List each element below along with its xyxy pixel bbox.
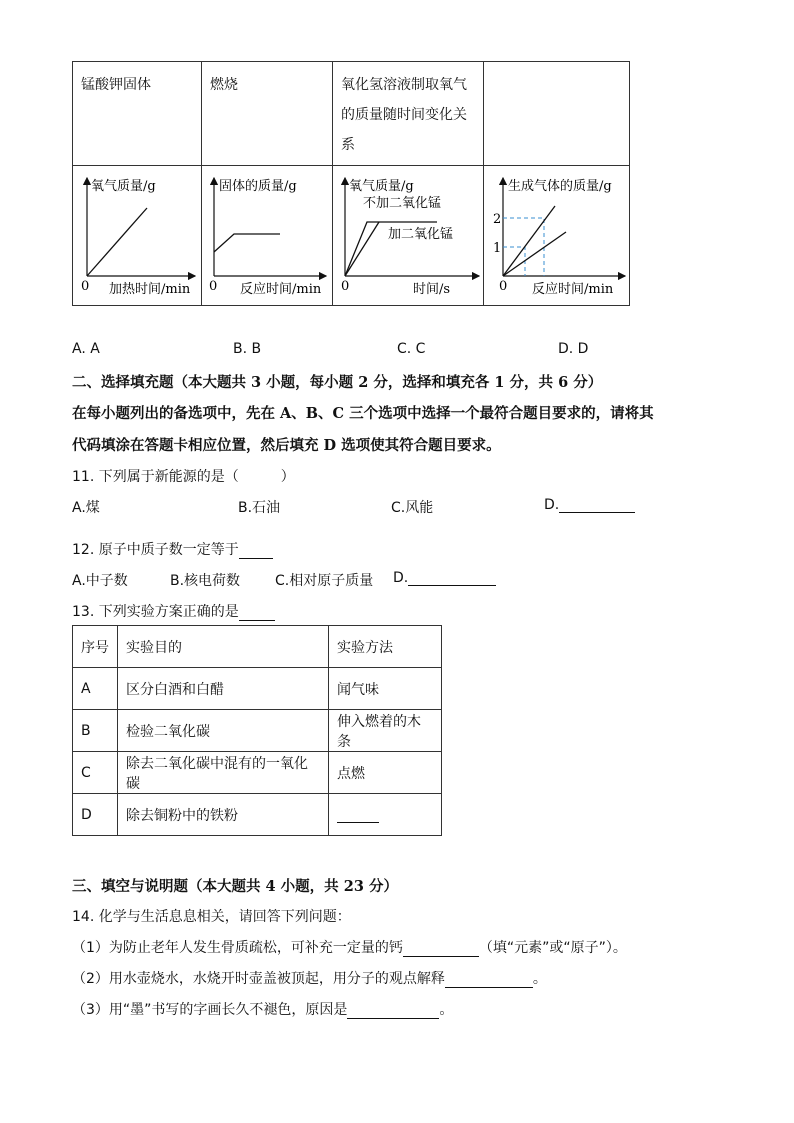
graph-a-xlabel: 加热时间/min [109,282,191,297]
graph-d-tick-2: 2 [493,212,502,227]
q13-row-b-purpose: 检验二氧化碳 [118,710,329,752]
graph-d-origin: 0 [499,279,508,294]
q10-cell-3-line2: 的质量随时间变化关 [341,107,467,123]
q13-row-d-no: D [73,794,118,836]
q12-stem-row [72,539,273,559]
q10-cell-4 [484,62,630,166]
graph-a-origin: 0 [81,279,90,294]
q13-row-a-no: A [73,668,118,710]
q14-part1-text: （1）为防止老年人发生骨质疏松，可补充一定量的钙 [72,940,403,956]
section2-instruction-line1: 在每小题列出的备选项中，先在 A、B、C 三个选项中选择一个最符合题目要求的，请将其 [72,405,654,422]
q13-blank-d[interactable] [337,808,379,823]
graph-b-origin: 0 [209,279,218,294]
q13-row-a-purpose: 区分白酒和白醋 [118,668,329,710]
q12-blank-d[interactable] [408,571,496,586]
q13-row-c-purpose: 除去二氧化碳中混有的一氧化碳 [118,752,329,794]
q14-part2-text: （2）用水壶烧水，水烧开时壶盖被顶起，用分子的观点解释 [72,971,445,987]
graph-c [333,166,483,301]
q12-stem: 12. 原子中质子数一定等于 [72,542,239,558]
graph-d-xlabel: 反应时间/min [532,282,614,297]
q11-option-a[interactable]: A.煤 [72,500,100,516]
q10-option-b[interactable]: B. B [233,341,262,357]
graph-d [484,166,629,301]
q13-row-d-method[interactable] [329,794,442,836]
graph-c-cell [333,166,484,306]
graph-d-ylabel: 生成气体的质量/g [508,179,612,194]
q12-blank[interactable] [239,544,273,559]
q10-option-d[interactable]: D. D [558,341,589,357]
q10-cell-3-line3: 系 [341,137,355,153]
q14-part3 [72,999,453,1019]
q14-part3-text: （3）用“墨”书写的字画长久不褪色，原因是 [72,1002,348,1018]
q13-stem-row [72,601,275,621]
q13-row-b-no: B [73,710,118,752]
q13-row-b-method: 伸入燃着的木条 [329,710,442,752]
section2-instruction-line2: 代码填涂在答题卡相应位置，然后填充 D 选项使其符合题目要求。 [72,437,501,454]
q10-cell-3 [333,62,484,166]
graph-d-line-steep [503,206,555,276]
q13-row-a-method: 闻气味 [329,668,442,710]
q13-row-c-no: C [73,752,118,794]
q13-header-purpose: 实验目的 [118,626,329,668]
q14-part1-tail: （填“元素”或“原子”）。 [478,940,627,956]
q14-stem: 14. 化学与生活息息相关，请回答下列问题： [72,909,351,925]
q10-cell-2: 燃烧 [202,62,333,166]
q14-part2 [72,968,547,988]
q10-table [72,61,630,306]
q11-option-d-label: D. [544,497,560,513]
graph-d-cell [484,166,630,306]
graph-c-origin: 0 [341,279,350,294]
q14-part1 [72,937,627,957]
q12-option-d[interactable] [393,570,496,586]
q13-stem: 13. 下列实验方案正确的是 [72,604,239,620]
graph-b-ylabel: 固体的质量/g [219,179,297,194]
graph-b-xlabel: 反应时间/min [240,282,322,297]
q12-option-c[interactable]: C.相对原子质量 [275,573,374,589]
graph-b [202,166,332,301]
graph-a-cell [73,166,202,306]
q14-blank-3[interactable] [347,1004,439,1019]
q13-header-method: 实验方法 [329,626,442,668]
q14-blank-2[interactable] [445,973,533,988]
q10-cell-3-line1: 氧化氢溶液制取氧气 [341,77,467,93]
q13-table [72,625,442,836]
q13-header-no: 序号 [73,626,118,668]
q11-option-d[interactable] [544,497,635,513]
q12-option-d-label: D. [393,570,409,586]
q12-option-b[interactable]: B.核电荷数 [170,573,241,589]
q14-part2-tail: 。 [532,971,547,987]
graph-c-line-without-catalyst [345,222,379,276]
graph-c-xlabel: 时间/s [413,282,451,297]
graph-d-line-shallow [503,232,566,276]
q11-option-b[interactable]: B.石油 [238,500,281,516]
graph-c-ylabel: 氧气质量/g [349,179,414,194]
q13-row-c-method: 点燃 [329,752,442,794]
graph-a-line [87,208,147,276]
graph-b-line [214,234,280,252]
graph-a-ylabel: 氧气质量/g [91,179,156,194]
q11-option-c[interactable]: C.风能 [391,500,434,516]
q11-blank[interactable] [559,498,635,513]
section2-heading: 二、选择填充题（本大题共 3 小题，每小题 2 分，选择和填充各 1 分，共 6 分） [72,374,603,391]
q13-row-d-purpose: 除去铜粉中的铁粉 [118,794,329,836]
q14-blank-1[interactable] [403,942,479,957]
q10-cell-1: 锰酸钾固体 [73,62,202,166]
q10-option-a[interactable]: A. A [72,341,100,357]
graph-d-tick-1: 1 [493,241,502,256]
graph-c-label-lower: 加二氧化锰 [388,227,454,242]
q12-option-a[interactable]: A.中子数 [72,573,128,589]
graph-b-cell [202,166,333,306]
graph-a [73,166,201,301]
q10-option-c[interactable]: C. C [397,341,426,357]
q13-blank[interactable] [239,606,275,621]
graph-c-label-upper: 不加二氧化锰 [363,196,442,211]
section3-heading: 三、填空与说明题（本大题共 4 小题，共 23 分） [72,878,398,895]
q11-stem: 11. 下列属于新能源的是（ ） [72,469,295,485]
q14-part3-tail: 。 [439,1002,454,1018]
